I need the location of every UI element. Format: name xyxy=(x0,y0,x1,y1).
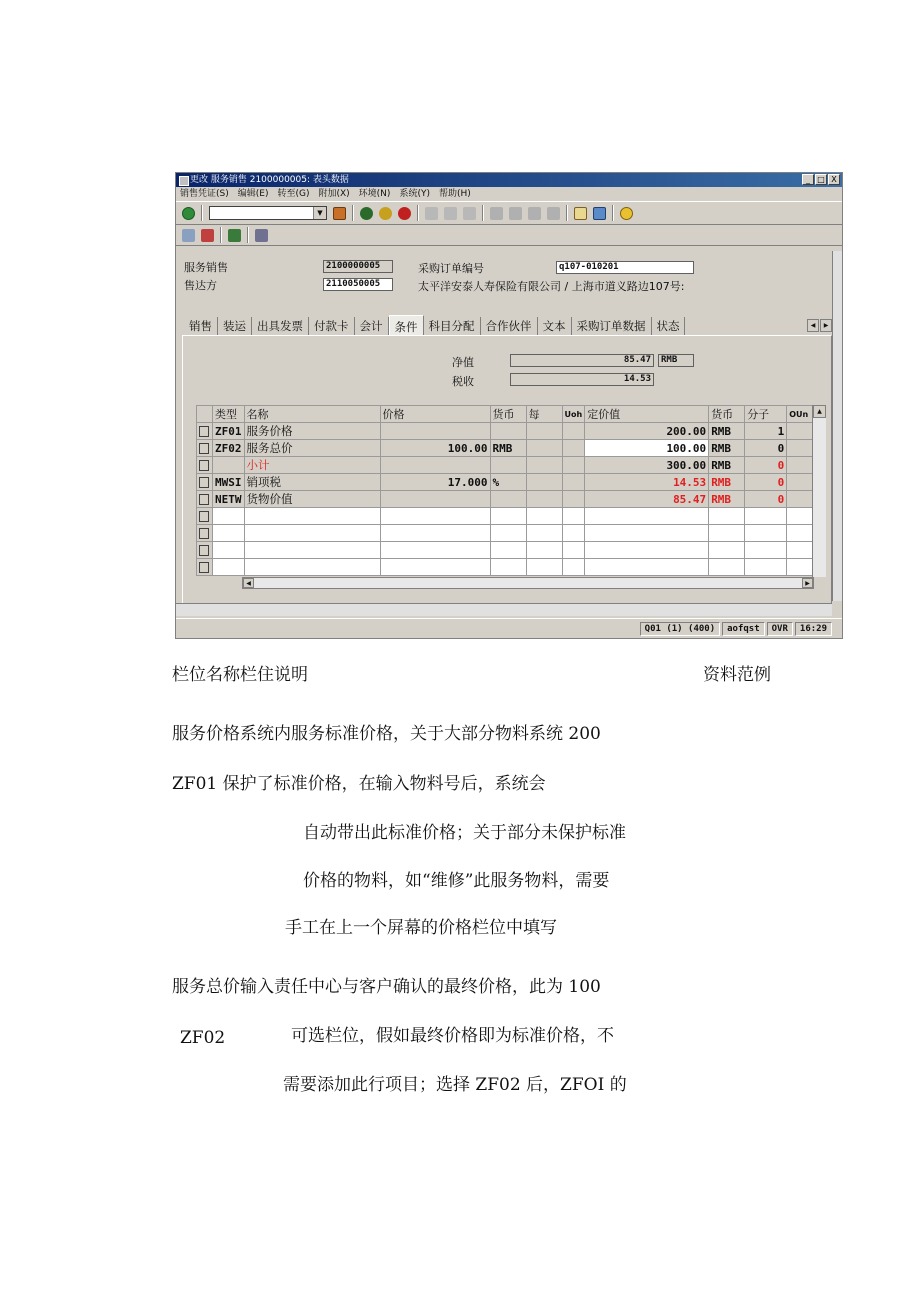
status-system[interactable]: Q01 (1) (400) xyxy=(640,622,720,636)
empty-cell[interactable] xyxy=(709,508,745,525)
col-header-type[interactable]: 类型 xyxy=(213,406,245,423)
app-icon xyxy=(179,176,189,186)
tab-scroll xyxy=(807,319,832,332)
cond-name: 小计 xyxy=(244,457,380,474)
empty-cell[interactable] xyxy=(526,525,562,542)
cond-per xyxy=(526,423,562,440)
chevron-down-icon[interactable]: ▼ xyxy=(313,207,326,219)
cond-name: 服务价格 xyxy=(244,423,380,440)
cond-price[interactable]: 100.00 xyxy=(380,440,490,457)
cond-price[interactable]: 17.000 xyxy=(380,474,490,491)
row-select-box[interactable] xyxy=(199,528,209,539)
po-number-label: 采购订单编号 xyxy=(418,262,484,275)
table-row[interactable] xyxy=(197,440,817,457)
doc-number-field[interactable]: 2100000005 xyxy=(323,260,393,273)
minimize-button[interactable]: _ xyxy=(802,174,814,185)
row-selector[interactable] xyxy=(197,491,213,508)
screen-horizontal-scrollbar[interactable] xyxy=(176,603,832,616)
cond-price[interactable] xyxy=(380,423,490,440)
items-icon[interactable] xyxy=(201,229,214,242)
tab-billing[interactable]: 出具发票 xyxy=(252,317,309,336)
tab-shipping[interactable]: 装运 xyxy=(218,317,252,336)
net-value-label: 净值 xyxy=(452,356,474,369)
empty-cell[interactable] xyxy=(585,559,709,576)
empty-cell[interactable] xyxy=(213,508,245,525)
status-server: aofqst xyxy=(722,622,765,636)
header-data-screen xyxy=(176,251,832,613)
net-value-field: 85.47 xyxy=(510,354,654,367)
shortcut-icon[interactable] xyxy=(593,207,606,220)
empty-cell[interactable] xyxy=(244,508,380,525)
doc-paragraph-2-code: ZF02 xyxy=(180,1028,226,1048)
application-toolbar xyxy=(176,225,842,246)
empty-cell[interactable] xyxy=(490,542,526,559)
scroll-right-icon[interactable]: ▶ xyxy=(802,578,813,588)
cond-currency xyxy=(490,457,526,474)
tab-purchase-order-data[interactable]: 采购订单数据 xyxy=(572,317,652,336)
cond-per xyxy=(526,440,562,457)
table-row[interactable] xyxy=(197,491,817,508)
tab-payment-card[interactable]: 付款卡 xyxy=(309,317,355,336)
empty-cell[interactable] xyxy=(213,542,245,559)
table-horizontal-scrollbar[interactable] xyxy=(242,577,814,589)
cond-price[interactable] xyxy=(380,457,490,474)
command-field[interactable] xyxy=(209,206,327,220)
scroll-up-icon[interactable]: ▲ xyxy=(813,405,826,418)
cond-type: ZF02 xyxy=(213,440,245,457)
doc-paragraph-2-line-3: 需要添加此行项目；选择 ZF02 后，ZFOI 的 xyxy=(283,1075,627,1095)
toolbar-separator xyxy=(417,205,419,221)
row-select-box[interactable] xyxy=(199,494,209,505)
doc-paragraph-1-line-5: 手工在上一个屏幕的价格栏位中填写 xyxy=(285,918,557,938)
tab-account-assignment[interactable]: 科目分配 xyxy=(424,317,481,336)
cond-value[interactable]: 100.00 xyxy=(585,440,709,457)
standard-toolbar xyxy=(176,201,842,225)
empty-cell[interactable] xyxy=(213,559,245,576)
cond-value[interactable]: 14.53 xyxy=(585,474,709,491)
tax-value-field: 14.53 xyxy=(510,373,654,386)
sold-to-name: 太平洋安泰人寿保险有限公司 / 上海市道义路边107号: xyxy=(418,280,685,293)
cond-value-currency: RMB xyxy=(709,440,745,457)
empty-cell[interactable] xyxy=(585,508,709,525)
row-select-box[interactable] xyxy=(199,426,209,437)
sold-to-field[interactable]: 2110050005 xyxy=(323,278,393,291)
empty-cell[interactable] xyxy=(244,542,380,559)
empty-cell[interactable] xyxy=(709,525,745,542)
row-selector[interactable] xyxy=(197,457,213,474)
cond-numerator: 0 xyxy=(745,474,787,491)
conditions-table xyxy=(196,405,817,576)
menu-extras[interactable]: 附加(X) xyxy=(318,189,350,199)
empty-cell[interactable] xyxy=(585,542,709,559)
cond-value-currency: RMB xyxy=(709,457,745,474)
empty-cell[interactable] xyxy=(526,559,562,576)
po-number-field[interactable]: q107-010201 xyxy=(556,261,694,274)
empty-cell[interactable] xyxy=(213,525,245,542)
empty-cell[interactable] xyxy=(244,559,380,576)
empty-cell[interactable] xyxy=(244,525,380,542)
select-all-header[interactable] xyxy=(197,406,213,423)
conditions-table-body xyxy=(197,423,817,576)
cond-value-currency: RMB xyxy=(709,474,745,491)
menu-edit[interactable]: 编辑(E) xyxy=(237,189,269,199)
col-header-currency[interactable]: 货币 xyxy=(490,406,526,423)
empty-cell[interactable] xyxy=(380,559,490,576)
exit-icon[interactable] xyxy=(379,207,392,220)
cond-type: MWSI xyxy=(213,474,245,491)
doc-paragraph-2-line-2: 可选栏位，假如最终价格即为标准价格，不 xyxy=(291,1026,614,1046)
table-vertical-scrollbar[interactable] xyxy=(812,405,826,577)
empty-cell[interactable] xyxy=(562,542,585,559)
cond-value[interactable]: 300.00 xyxy=(585,457,709,474)
empty-cell[interactable] xyxy=(490,525,526,542)
window-title: 更改 服务销售 2100000005: 表头数据 xyxy=(190,175,349,185)
row-select-box[interactable] xyxy=(199,511,209,522)
toolbar-separator xyxy=(566,205,568,221)
toolbar-separator xyxy=(482,205,484,221)
cond-currency xyxy=(490,423,526,440)
toolbar-separator xyxy=(220,227,222,243)
tab-partners[interactable]: 合作伙伴 xyxy=(481,317,538,336)
window-titlebar xyxy=(176,173,842,187)
cond-currency: RMB xyxy=(490,440,526,457)
tab-texts[interactable]: 文本 xyxy=(538,317,572,336)
cond-per xyxy=(526,457,562,474)
cond-value-currency: RMB xyxy=(709,423,745,440)
menu-goto[interactable]: 转至(G) xyxy=(277,189,310,199)
menu-help[interactable]: 帮助(H) xyxy=(438,189,471,199)
row-select-box[interactable] xyxy=(199,562,209,573)
menu-bar xyxy=(176,187,842,201)
row-selector[interactable] xyxy=(197,525,213,542)
table-row[interactable] xyxy=(197,474,817,491)
col-header-per[interactable]: 每 xyxy=(526,406,562,423)
empty-cell[interactable] xyxy=(745,542,787,559)
cond-type xyxy=(213,457,245,474)
enter-icon[interactable] xyxy=(182,207,195,220)
print-icon[interactable] xyxy=(425,207,438,220)
cond-price[interactable] xyxy=(380,491,490,508)
empty-cell[interactable] xyxy=(562,508,585,525)
empty-cell[interactable] xyxy=(745,525,787,542)
menu-environment[interactable]: 环境(N) xyxy=(358,189,391,199)
status-time: 16:29 xyxy=(795,622,832,636)
sap-screenshot xyxy=(175,172,843,639)
tax-label: 税收 xyxy=(452,375,474,388)
cond-name: 货物价值 xyxy=(244,491,380,508)
empty-cell[interactable] xyxy=(709,559,745,576)
cond-name: 服务总价 xyxy=(244,440,380,457)
status-mode[interactable]: OVR xyxy=(767,622,793,636)
empty-cell[interactable] xyxy=(585,525,709,542)
tab-accounting[interactable]: 会计 xyxy=(355,317,389,336)
doc-paragraph-1-line-4: 价格的物料，如“维修”此服务物料，需要 xyxy=(303,871,610,891)
screen-vertical-scrollbar[interactable] xyxy=(832,251,843,601)
table-header-row xyxy=(197,406,817,423)
row-selector[interactable] xyxy=(197,423,213,440)
row-selector[interactable] xyxy=(197,559,213,576)
row-select-box[interactable] xyxy=(199,460,209,471)
cond-name: 销项税 xyxy=(244,474,380,491)
table-row[interactable] xyxy=(197,423,817,440)
cond-numerator: 0 xyxy=(745,491,787,508)
row-selector[interactable] xyxy=(197,440,213,457)
back-icon[interactable] xyxy=(360,207,373,220)
save-icon[interactable] xyxy=(333,207,346,220)
toolbar-separator xyxy=(612,205,614,221)
col-header-price[interactable]: 价格 xyxy=(380,406,490,423)
empty-cell[interactable] xyxy=(709,542,745,559)
find-icon[interactable] xyxy=(444,207,457,220)
cond-type: NETW xyxy=(213,491,245,508)
doc-paragraph-1-line-3: 自动带出此标准价格；关于部分未保护标准 xyxy=(303,823,626,843)
empty-cell[interactable] xyxy=(526,508,562,525)
cond-uom xyxy=(562,440,585,457)
cond-value-currency: RMB xyxy=(709,491,745,508)
col-header-oun[interactable]: OUn xyxy=(787,406,817,423)
tab-scroll-left-icon[interactable]: ◀ xyxy=(807,319,819,332)
cond-numerator: 0 xyxy=(745,440,787,457)
table-row[interactable] xyxy=(197,457,817,474)
row-select-box[interactable] xyxy=(199,545,209,556)
status-bar xyxy=(176,618,843,638)
conditions-table-control xyxy=(196,405,826,591)
table-row-empty[interactable] xyxy=(197,508,817,525)
doc-paragraph-1-line-1: 服务价格系统内服务标准价格，关于大部分物料系统 200 xyxy=(172,724,601,744)
cond-type: ZF01 xyxy=(213,423,245,440)
tab-scroll-right-icon[interactable]: ▶ xyxy=(820,319,832,332)
cond-numerator: 1 xyxy=(745,423,787,440)
help-icon[interactable] xyxy=(620,207,633,220)
tab-status[interactable]: 状态 xyxy=(652,317,685,336)
empty-cell[interactable] xyxy=(380,508,490,525)
col-header-condition-value[interactable]: 定价值 xyxy=(585,406,709,423)
table-row-empty[interactable] xyxy=(197,525,817,542)
doc-paragraph-1-line-2: ZF01 保护了标准价格，在输入物料号后，系统会 xyxy=(172,774,546,794)
doc-column-header-2: 资料范例 xyxy=(703,665,771,685)
cond-currency xyxy=(490,491,526,508)
cond-numerator: 0 xyxy=(745,457,787,474)
cond-uom xyxy=(562,491,585,508)
cond-uom xyxy=(562,457,585,474)
row-selector[interactable] xyxy=(197,508,213,525)
row-selector[interactable] xyxy=(197,542,213,559)
col-header-value-currency[interactable]: 货币 xyxy=(709,406,745,423)
empty-cell[interactable] xyxy=(745,508,787,525)
display-doc-flow-icon[interactable] xyxy=(255,229,268,242)
tab-conditions[interactable]: 条件 xyxy=(389,315,424,336)
cond-value[interactable]: 200.00 xyxy=(585,423,709,440)
empty-cell[interactable] xyxy=(380,542,490,559)
next-page-icon[interactable] xyxy=(528,207,541,220)
cond-uom xyxy=(562,423,585,440)
doc-column-header-1: 栏位名称栏住说明 xyxy=(172,665,308,685)
cond-per xyxy=(526,474,562,491)
cond-per xyxy=(526,491,562,508)
find-next-icon[interactable] xyxy=(463,207,476,220)
maximize-button[interactable]: □ xyxy=(815,174,827,185)
new-session-icon[interactable] xyxy=(574,207,587,220)
empty-cell[interactable] xyxy=(562,559,585,576)
empty-cell[interactable] xyxy=(526,542,562,559)
sold-to-label: 售达方 xyxy=(184,279,217,292)
cond-value[interactable]: 85.47 xyxy=(585,491,709,508)
empty-cell[interactable] xyxy=(562,525,585,542)
doc-type-label: 服务销售 xyxy=(184,261,228,274)
table-row-empty[interactable] xyxy=(197,559,817,576)
cancel-icon[interactable] xyxy=(398,207,411,220)
toolbar-separator xyxy=(247,227,249,243)
tab-strip xyxy=(184,317,685,336)
toolbar-separator xyxy=(352,205,354,221)
first-page-icon[interactable] xyxy=(490,207,503,220)
last-page-icon[interactable] xyxy=(547,207,560,220)
previous-page-icon[interactable] xyxy=(509,207,522,220)
empty-cell[interactable] xyxy=(380,525,490,542)
empty-cell[interactable] xyxy=(490,508,526,525)
table-row-empty[interactable] xyxy=(197,542,817,559)
col-header-numerator[interactable]: 分子 xyxy=(745,406,787,423)
menu-system[interactable]: 系统(Y) xyxy=(399,189,430,199)
partner-icon[interactable] xyxy=(228,229,241,242)
col-header-uom[interactable]: Uoh xyxy=(562,406,585,423)
empty-cell[interactable] xyxy=(490,559,526,576)
tab-sales[interactable]: 销售 xyxy=(184,317,218,336)
empty-cell[interactable] xyxy=(745,559,787,576)
cond-uom xyxy=(562,474,585,491)
row-select-box[interactable] xyxy=(199,443,209,454)
row-selector[interactable] xyxy=(197,474,213,491)
cond-currency: % xyxy=(490,474,526,491)
close-button[interactable]: X xyxy=(828,174,840,185)
net-currency-field: RMB xyxy=(658,354,694,367)
row-select-box[interactable] xyxy=(199,477,209,488)
toolbar-separator xyxy=(201,205,203,221)
doc-paragraph-2-line-1: 服务总价输入责任中心与客户确认的最终价格，此为 100 xyxy=(172,977,601,997)
col-header-name[interactable]: 名称 xyxy=(244,406,380,423)
menu-sales-doc[interactable]: 销售凭证(S) xyxy=(180,189,229,199)
scroll-left-icon[interactable]: ◀ xyxy=(243,578,254,588)
header-icon[interactable] xyxy=(182,229,195,242)
